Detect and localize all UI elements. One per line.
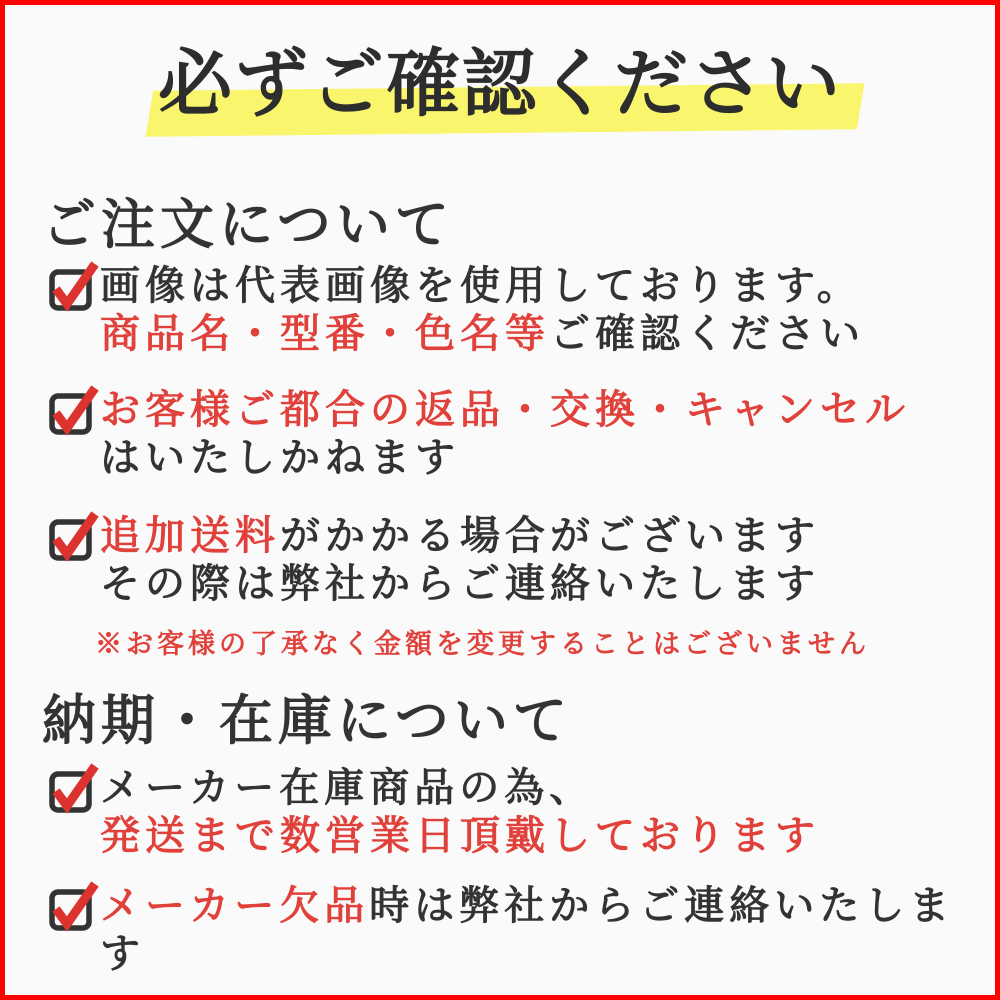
item-text-segment: その際は弊社からご連絡いたします	[100, 560, 820, 607]
item-text	[100, 764, 820, 860]
list-item	[48, 386, 970, 482]
list-item	[48, 262, 970, 358]
list-item	[48, 764, 970, 860]
footnote-no-price-change: ※お客様の了承なく金額を変更することはございません	[95, 629, 870, 660]
item-text-segment: メーカー在庫商品の為、	[100, 764, 595, 811]
item-text	[100, 882, 970, 978]
item-text-segment: がかかる場合がございます	[280, 512, 820, 559]
section-heading-orders: ご注文について	[42, 192, 454, 256]
item-text	[100, 386, 910, 482]
item-text-segment-highlighted: 追加送料	[100, 512, 280, 559]
checkbox-checked-icon	[48, 882, 92, 930]
item-text	[100, 262, 865, 358]
checkbox-checked-icon	[48, 262, 92, 310]
checkbox-checked-icon	[48, 386, 92, 434]
item-text-segment: 時は弊社からご連絡いたします	[100, 882, 955, 977]
item-text-segment-highlighted: 商品名・型番・色名等	[100, 310, 550, 357]
item-text-segment-highlighted: メーカー欠品	[100, 882, 370, 929]
checkbox-checked-icon	[48, 512, 92, 560]
page-title: 必ずご確認ください	[158, 41, 842, 127]
item-text-segment: はいたしかねます	[100, 434, 460, 481]
item-text-segment: ご確認ください	[550, 310, 865, 357]
item-text	[100, 512, 820, 608]
section-heading-delivery-stock: 納期・在庫について	[42, 688, 572, 752]
checkbox-checked-icon	[48, 764, 92, 812]
list-item	[48, 882, 970, 978]
item-text-segment-highlighted: お客様ご都合の返品・交換・キャンセル	[100, 386, 910, 433]
item-text-segment: 画像は代表画像を使用しております。	[100, 262, 862, 309]
item-text-segment-highlighted: 発送まで数営業日頂戴しております	[100, 812, 820, 859]
list-item	[48, 512, 970, 608]
